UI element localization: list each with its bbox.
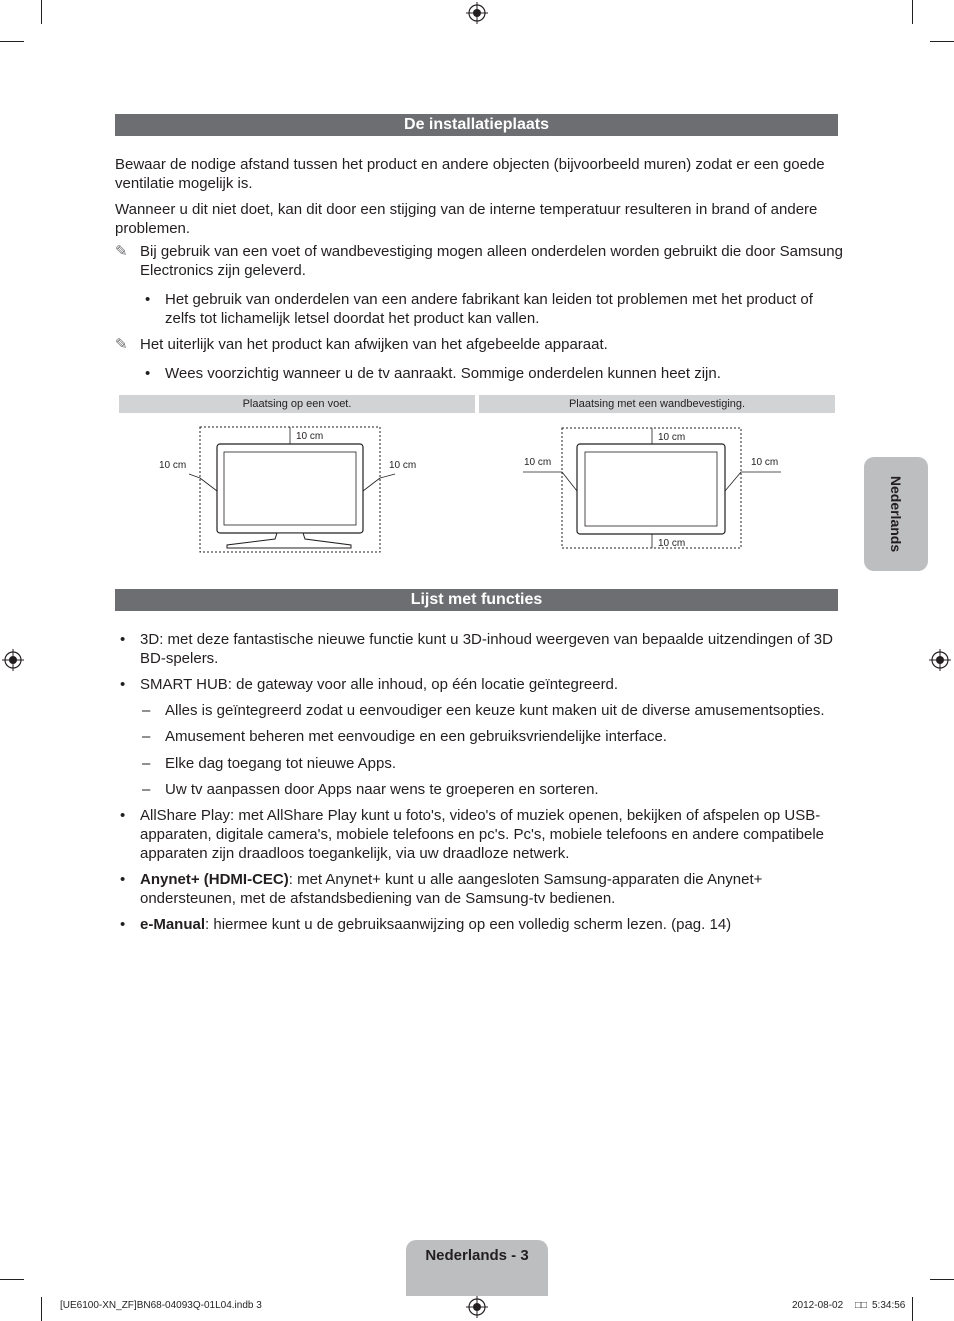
crop-mark <box>0 41 24 42</box>
feature-term: SMART HUB <box>140 676 228 693</box>
footer-file-info: [UE6100-XN_ZF]BN68-04093Q-01L04.indb 3 <box>60 1300 262 1311</box>
feature-description: : met AllShare Play kunt u foto's, video's of muziek openen, bekijken of afspelen op USB-apparaten, digitale camera's, mobiele telefoons en pc's. Pc's, mobiele telefoons en andere compatibele apparaten zijn draadloos toegankelijk, via uw draadloze netwerk. <box>140 807 825 862</box>
feature-term: e-Manual <box>140 916 206 933</box>
feature-text <box>140 915 843 934</box>
figure-label-wall: Plaatsing met een wandbevestiging. <box>479 395 835 413</box>
stand-installation-diagram <box>119 415 475 555</box>
distance-label-top: 10 cm <box>658 432 686 443</box>
sub-item <box>115 727 843 746</box>
sub-item <box>115 754 843 773</box>
bullet-mark: • <box>145 365 151 382</box>
feature-term: 3D <box>140 631 160 648</box>
bullet-mark: • <box>120 676 126 693</box>
dash-mark: – <box>142 728 151 745</box>
sub-item <box>115 701 843 720</box>
sub-item-text: Amusement beheren met eenvoudige en een gebruiksvriendelijke interface. <box>165 728 667 745</box>
feature-term: AllShare Play <box>140 807 231 824</box>
bullet-mark: • <box>120 807 126 824</box>
feature-text <box>140 630 843 668</box>
bullet-mark: • <box>120 916 126 933</box>
feature-description: : met deze fantastische nieuwe functie kunt u 3D-inhoud weergeven van bepaalde uitzendingen of 3D BD-spelers. <box>140 631 833 667</box>
registration-mark-icon <box>466 2 488 24</box>
crop-mark <box>912 1297 913 1321</box>
feature-3d <box>115 630 843 668</box>
crop-mark <box>912 0 913 24</box>
feature-emanual <box>115 915 843 934</box>
section-heading-installation: De installatieplaats <box>115 114 838 136</box>
footer-time: 5:34:56 <box>872 1300 906 1311</box>
bullet-mark: • <box>120 871 126 888</box>
note-item <box>115 335 843 354</box>
sub-item-text: Elke dag toegang tot nieuwe Apps. <box>165 755 397 772</box>
dash-mark: – <box>142 781 151 798</box>
bullet-mark: • <box>120 631 126 648</box>
tv-frame <box>577 444 725 534</box>
footer-date: 2012-08-02 <box>792 1300 844 1311</box>
sub-item-text: Alles is geïntegreerd zodat u eenvoudiger een keuze kunt maken uit de diverse amusementsopties. <box>165 702 825 719</box>
feature-anynet <box>115 870 843 908</box>
crop-mark <box>41 0 42 24</box>
note-text: Bij gebruik van een voet of wandbevestiging mogen alleen onderdelen worden gebruikt die door Samsung Electronics zijn geleverd. <box>140 243 843 279</box>
figure-label-stand: Plaatsing op een voet. <box>119 395 475 413</box>
bullet-mark: • <box>145 291 151 308</box>
tv-frame <box>217 444 363 533</box>
install-paragraph-2: Wanneer u dit niet doet, kan dit door een stijging van de interne temperatuur resulteren in brand of andere problemen. <box>115 201 818 237</box>
feature-text <box>140 806 843 863</box>
crop-mark <box>0 1279 24 1280</box>
install-paragraph-1: Bewaar de nodige afstand tussen het product en andere objecten (bijvoorbeeld muren) zodat er een goede ventilatie mogelijk is. <box>115 156 825 192</box>
registration-mark-icon <box>466 1296 488 1318</box>
distance-label-right: 10 cm <box>751 457 779 468</box>
distance-label-top: 10 cm <box>296 431 324 442</box>
tv-stand <box>227 533 351 548</box>
crop-mark <box>41 1297 42 1321</box>
sub-item-text: Uw tv aanpassen door Apps naar wens te groeperen en sorteren. <box>165 781 599 798</box>
note-pencil-icon: ✎ <box>115 243 128 260</box>
feature-text <box>140 870 843 908</box>
language-side-tab <box>864 457 928 571</box>
footer-time-prefix: □□ <box>855 1300 868 1311</box>
distance-label-right: 10 cm <box>389 460 417 471</box>
bullet-text: Het gebruik van onderdelen van een andere fabrikant kan leiden tot problemen met het product of zelfs tot lichamelijk letsel doordat het product kan vallen. <box>165 291 813 327</box>
bullet-item <box>115 364 843 383</box>
section-heading-features: Lijst met functies <box>115 589 838 611</box>
feature-allshare <box>115 806 843 863</box>
registration-mark-icon <box>2 649 24 671</box>
dash-mark: – <box>142 702 151 719</box>
distance-label-left: 10 cm <box>524 457 552 468</box>
distance-label-left: 10 cm <box>159 460 187 471</box>
note-text: Het uiterlijk van het product kan afwijken van het afgebeelde apparaat. <box>140 336 608 353</box>
dash-mark: – <box>142 755 151 772</box>
note-pencil-icon: ✎ <box>115 336 128 353</box>
feature-description: : met Anynet+ kunt u alle aangesloten Samsung-apparaten die Anynet+ ondersteunen, met de afstandsbediening van de Samsung-tv bedienen. <box>140 871 763 907</box>
bullet-item <box>115 290 843 328</box>
feature-description: : hiermee kunt u de gebruiksaanwijzing op een volledig scherm lezen. (pag. 14) <box>205 916 732 933</box>
distance-label-bottom: 10 cm <box>658 538 686 549</box>
page-number: Nederlands - 3 <box>406 1240 548 1296</box>
feature-text <box>140 675 843 694</box>
feature-description: : de gateway voor alle inhoud, op één locatie geïntegreerd. <box>227 676 619 693</box>
registration-mark-icon <box>929 649 951 671</box>
bullet-text: Wees voorzichtig wanneer u de tv aanraakt. Sommige onderdelen kunnen heet zijn. <box>165 365 721 382</box>
language-side-tab-label: Nederlands <box>888 475 904 553</box>
crop-mark <box>930 1279 954 1280</box>
sub-item <box>115 780 843 799</box>
feature-smart-hub <box>115 675 843 694</box>
feature-term: Anynet+ (HDMI-CEC) <box>140 871 289 888</box>
wall-installation-diagram <box>479 415 835 555</box>
note-item <box>115 242 843 280</box>
crop-mark <box>930 41 954 42</box>
